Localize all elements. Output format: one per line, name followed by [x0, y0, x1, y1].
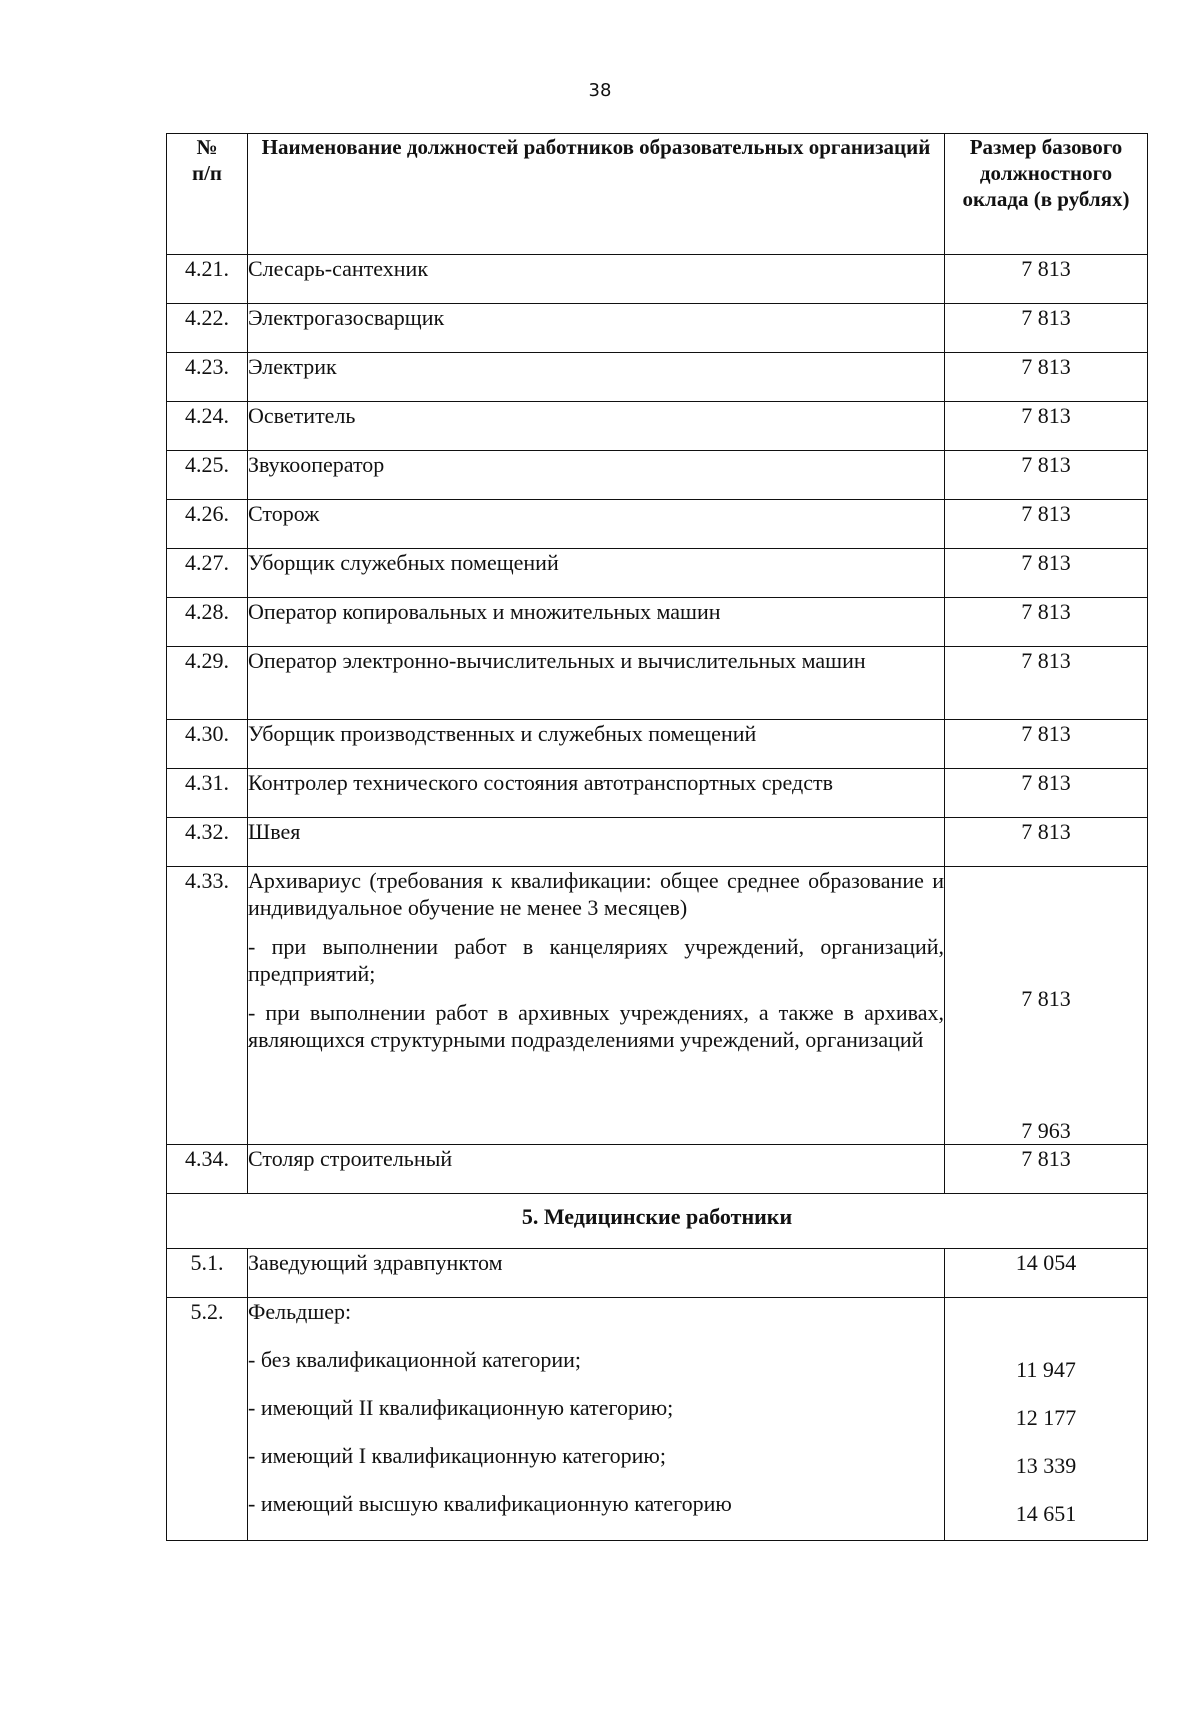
- row-position: Оператор копировальных и множительных машин: [248, 598, 945, 647]
- row-number: 4.29.: [167, 647, 248, 720]
- table-row: [167, 304, 1148, 353]
- row-number: 4.25.: [167, 451, 248, 500]
- table-row-paramedic: [167, 1298, 1148, 1541]
- row-salary: 7 813: [945, 402, 1148, 451]
- row-number: 4.26.: [167, 500, 248, 549]
- row-salary-paramedic: [945, 1298, 1148, 1541]
- row-position: Уборщик служебных помещений: [248, 549, 945, 598]
- row-position: Слесарь-сантехник: [248, 255, 945, 304]
- header-num: № п/п: [167, 134, 248, 255]
- row-number: 5.1.: [167, 1249, 248, 1298]
- row-position: Электрогазосварщик: [248, 304, 945, 353]
- row-number: 4.34.: [167, 1145, 248, 1194]
- table-row: [167, 598, 1148, 647]
- row-salary: 7 813: [945, 255, 1148, 304]
- table-row: [167, 255, 1148, 304]
- row-position: Сторож: [248, 500, 945, 549]
- row-salary: 14 054: [945, 1249, 1148, 1298]
- paramedic-item-label: - имеющий высшую квалификационную категорию: [248, 1491, 732, 1516]
- row-position-paramedic: [248, 1298, 945, 1541]
- table-row: [167, 402, 1148, 451]
- paramedic-item-label: - имеющий II квалификационную категорию;: [248, 1395, 674, 1420]
- row-salary: 7 813: [945, 549, 1148, 598]
- paramedic-blank: [945, 1308, 1147, 1356]
- row-salary-archivist: [945, 867, 1148, 1145]
- row-salary: 7 813: [945, 598, 1148, 647]
- table-row: [167, 769, 1148, 818]
- row-position: Осветитель: [248, 402, 945, 451]
- row-number: 5.2.: [167, 1298, 248, 1541]
- row-position: Заведующий здравпунктом: [248, 1249, 945, 1298]
- row-number: 4.23.: [167, 353, 248, 402]
- section-header-row: [167, 1194, 1148, 1249]
- table-row: [167, 647, 1148, 720]
- row-number: 4.32.: [167, 818, 248, 867]
- row-number: 4.22.: [167, 304, 248, 353]
- row-salary: 7 813: [945, 769, 1148, 818]
- row-number: 4.30.: [167, 720, 248, 769]
- table-row: [167, 720, 1148, 769]
- row-position: Швея: [248, 818, 945, 867]
- row-position: Звукооператор: [248, 451, 945, 500]
- table-row: [167, 1145, 1148, 1194]
- archivist-item-2: - при выполнении работ в архивных учреждениях, а также в архивах, являющихся структурными подразделениями учреждений, организаций: [248, 1000, 944, 1052]
- archivist-intro: Архивариус (требования к квалификации: общее среднее образование и индивидуальное обучение не менее 3 месяцев): [248, 868, 944, 920]
- row-number: 4.21.: [167, 255, 248, 304]
- row-position: Оператор электронно-вычислительных и вычислительных машин: [248, 647, 945, 720]
- section-title: 5. Медицинские работники: [167, 1194, 1148, 1249]
- row-number: 4.27.: [167, 549, 248, 598]
- row-position: Электрик: [248, 353, 945, 402]
- paramedic-item-label: - без квалификационной категории;: [248, 1347, 582, 1372]
- table-row: [167, 451, 1148, 500]
- row-number: 4.31.: [167, 769, 248, 818]
- archivist-item-1: - при выполнении работ в канцеляриях учреждений, организаций, предприятий;: [248, 934, 944, 986]
- paramedic-item-salary: 12 177: [1015, 1405, 1077, 1430]
- row-number: 4.28.: [167, 598, 248, 647]
- table-row: [167, 500, 1148, 549]
- paramedic-item-salary: 11 947: [1016, 1357, 1076, 1382]
- header-position-name: Наименование должностей работников образовательных организаций: [248, 134, 945, 255]
- header-salary: Размер базового должностного оклада (в рублях): [945, 134, 1148, 255]
- paramedic-item-label: - имеющий I квалификационную категорию;: [248, 1443, 666, 1468]
- row-number: 4.33.: [167, 867, 248, 1145]
- row-salary: 7 813: [945, 1145, 1148, 1194]
- row-number: 4.24.: [167, 402, 248, 451]
- table-header-row: [167, 134, 1148, 255]
- row-position: Контролер технического состояния автотранспортных средств: [248, 769, 945, 818]
- table-row: [167, 818, 1148, 867]
- archivist-item-1-salary: 7 813: [1021, 986, 1071, 1011]
- row-salary: 7 813: [945, 720, 1148, 769]
- table-row: [167, 353, 1148, 402]
- archivist-item-2-salary: 7 963: [1021, 1118, 1071, 1143]
- paramedic-item-salary: 14 651: [1015, 1501, 1077, 1526]
- table-row: [167, 549, 1148, 598]
- row-salary: 7 813: [945, 353, 1148, 402]
- page-number: 38: [588, 80, 612, 101]
- paramedic-title: Фельдшер:: [248, 1299, 352, 1324]
- row-salary: 7 813: [945, 304, 1148, 353]
- row-salary: 7 813: [945, 818, 1148, 867]
- row-position: Столяр строительный: [248, 1145, 945, 1194]
- salary-table: [166, 133, 1148, 1541]
- table-row-archivist: [167, 867, 1148, 1145]
- row-salary: 7 813: [945, 500, 1148, 549]
- row-salary: 7 813: [945, 451, 1148, 500]
- row-position-archivist: [248, 867, 945, 1145]
- row-salary: 7 813: [945, 647, 1148, 720]
- row-position: Уборщик производственных и служебных помещений: [248, 720, 945, 769]
- table-row: [167, 1249, 1148, 1298]
- paramedic-item-salary: 13 339: [1015, 1453, 1077, 1478]
